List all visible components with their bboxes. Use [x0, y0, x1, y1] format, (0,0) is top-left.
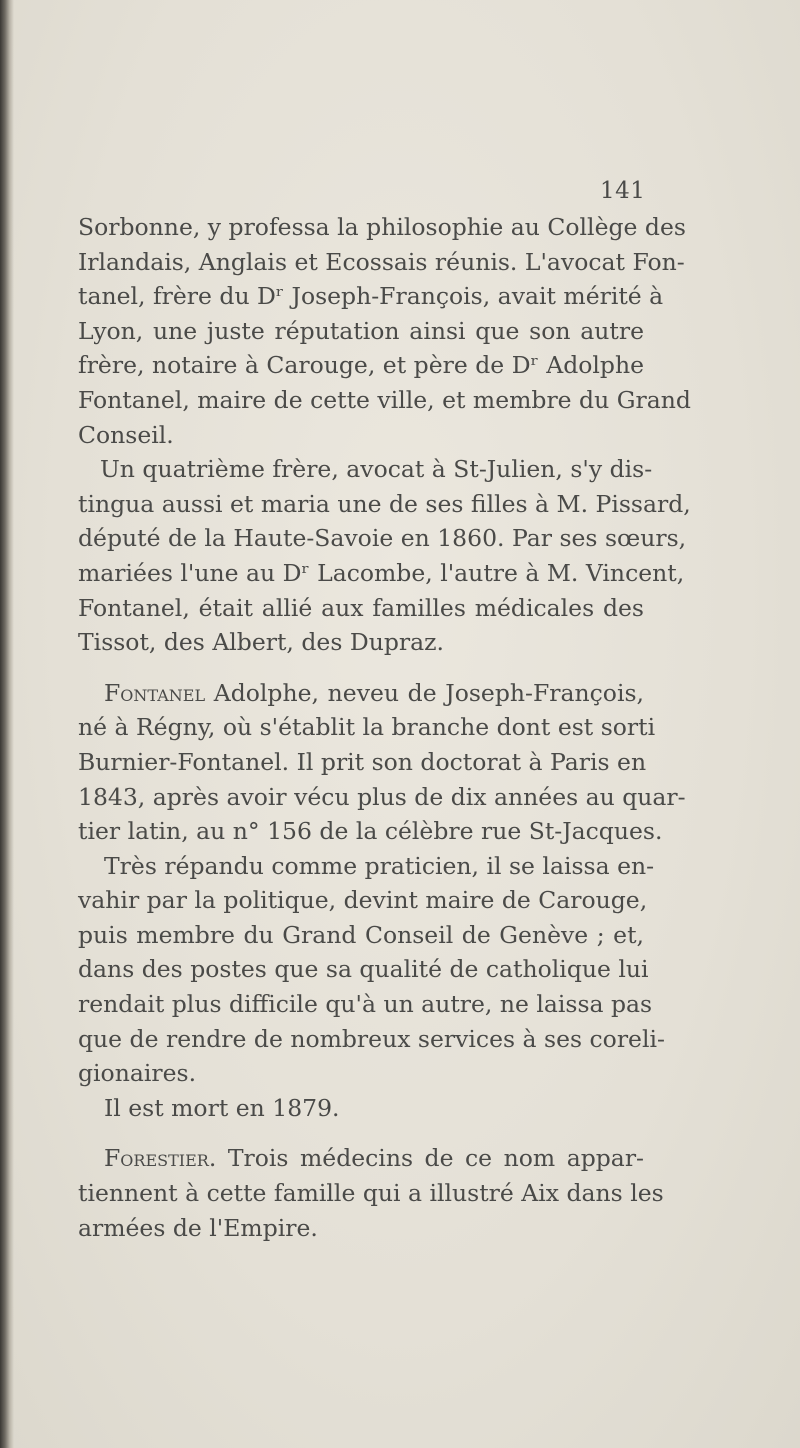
text-line: 1843, après avoir vécu plus de dix années au quar- — [78, 782, 686, 811]
text-line: Fontanel, était allié aux familles médicales des — [78, 593, 644, 622]
text-line: que de rendre de nombreux services à ses coreli- — [78, 1024, 665, 1053]
text-line: dans des postes que sa qualité de catholique lui — [78, 955, 649, 984]
text-line: Lyon, une juste réputation ainsi que son autre — [78, 316, 644, 345]
text-line: tiennent à cette famille qui a illustré Aix dans les — [78, 1179, 664, 1208]
text-line: tanel, frère du Dʳ Joseph-François, avait mérité à — [78, 282, 664, 311]
text-line: Très répandu comme praticien, il se laissa en- — [104, 851, 655, 880]
text-line: rendait plus difficile qu'à un autre, ne laissa pas — [78, 990, 653, 1019]
paragraph-gap — [78, 1125, 644, 1141]
body-text — [78, 210, 691, 1245]
entry-heading-line — [78, 676, 644, 711]
entry-name-forestier: Forestier. — [104, 1144, 217, 1173]
paragraph-4 — [78, 849, 665, 1091]
text-line: armées de l'Empire. — [78, 1213, 318, 1242]
text-fragment: Adolphe, neveu de Joseph-François, — [205, 678, 644, 707]
text-line: Un quatrième frère, avocat à St-Julien, s'y dis- — [100, 455, 653, 484]
text-line: Conseil. — [78, 420, 174, 449]
text-line: Sorbonne, y professa la philosophie au Collège des — [78, 213, 686, 241]
text-line: gionaires. — [78, 1059, 197, 1088]
paragraph-2 — [78, 452, 691, 660]
paragraph-5 — [78, 1091, 644, 1126]
text-line: Fontanel, maire de cette ville, et membre du Grand — [78, 385, 691, 414]
entry-heading-line — [78, 1141, 644, 1176]
text-line: tingua aussi et maria une de ses filles à M. Pissard, — [78, 489, 691, 518]
text-line: Burnier-Fontanel. Il prit son doctorat à Paris en — [78, 747, 647, 776]
text-line: Il est mort en 1879. — [104, 1093, 340, 1122]
paragraph-3 — [78, 676, 686, 849]
text-line: tier latin, au n° 156 de la célèbre rue St-Jacques. — [78, 817, 663, 846]
entry-name-fontanel: Fontanel — [104, 678, 206, 707]
text-line: né à Régny, où s'établit la branche dont est sorti — [78, 713, 656, 742]
text-line: Tissot, des Albert, des Dupraz. — [78, 628, 444, 657]
text-line: Irlandais, Anglais et Ecossais réunis. L'avocat Fon- — [78, 247, 685, 276]
text-line: frère, notaire à Carouge, et père de Dʳ Adolphe — [78, 351, 644, 380]
page-binding-edge — [0, 0, 14, 1448]
text-line: vahir par la politique, devint maire de Carouge, — [78, 886, 648, 915]
text-line: député de la Haute-Savoie en 1860. Par ses sœurs, — [78, 524, 687, 553]
text-line: mariées l'une au Dʳ Lacombe, l'autre à M. Vincent, — [78, 558, 685, 587]
paragraph-1 — [78, 210, 691, 452]
paragraph-gap — [78, 660, 644, 676]
text-fragment: Trois médecins de ce nom appar- — [216, 1144, 644, 1173]
page-number: 141 — [600, 178, 646, 204]
text-line: puis membre du Grand Conseil de Genève ; et, — [78, 920, 644, 949]
paragraph-6 — [78, 1141, 664, 1245]
